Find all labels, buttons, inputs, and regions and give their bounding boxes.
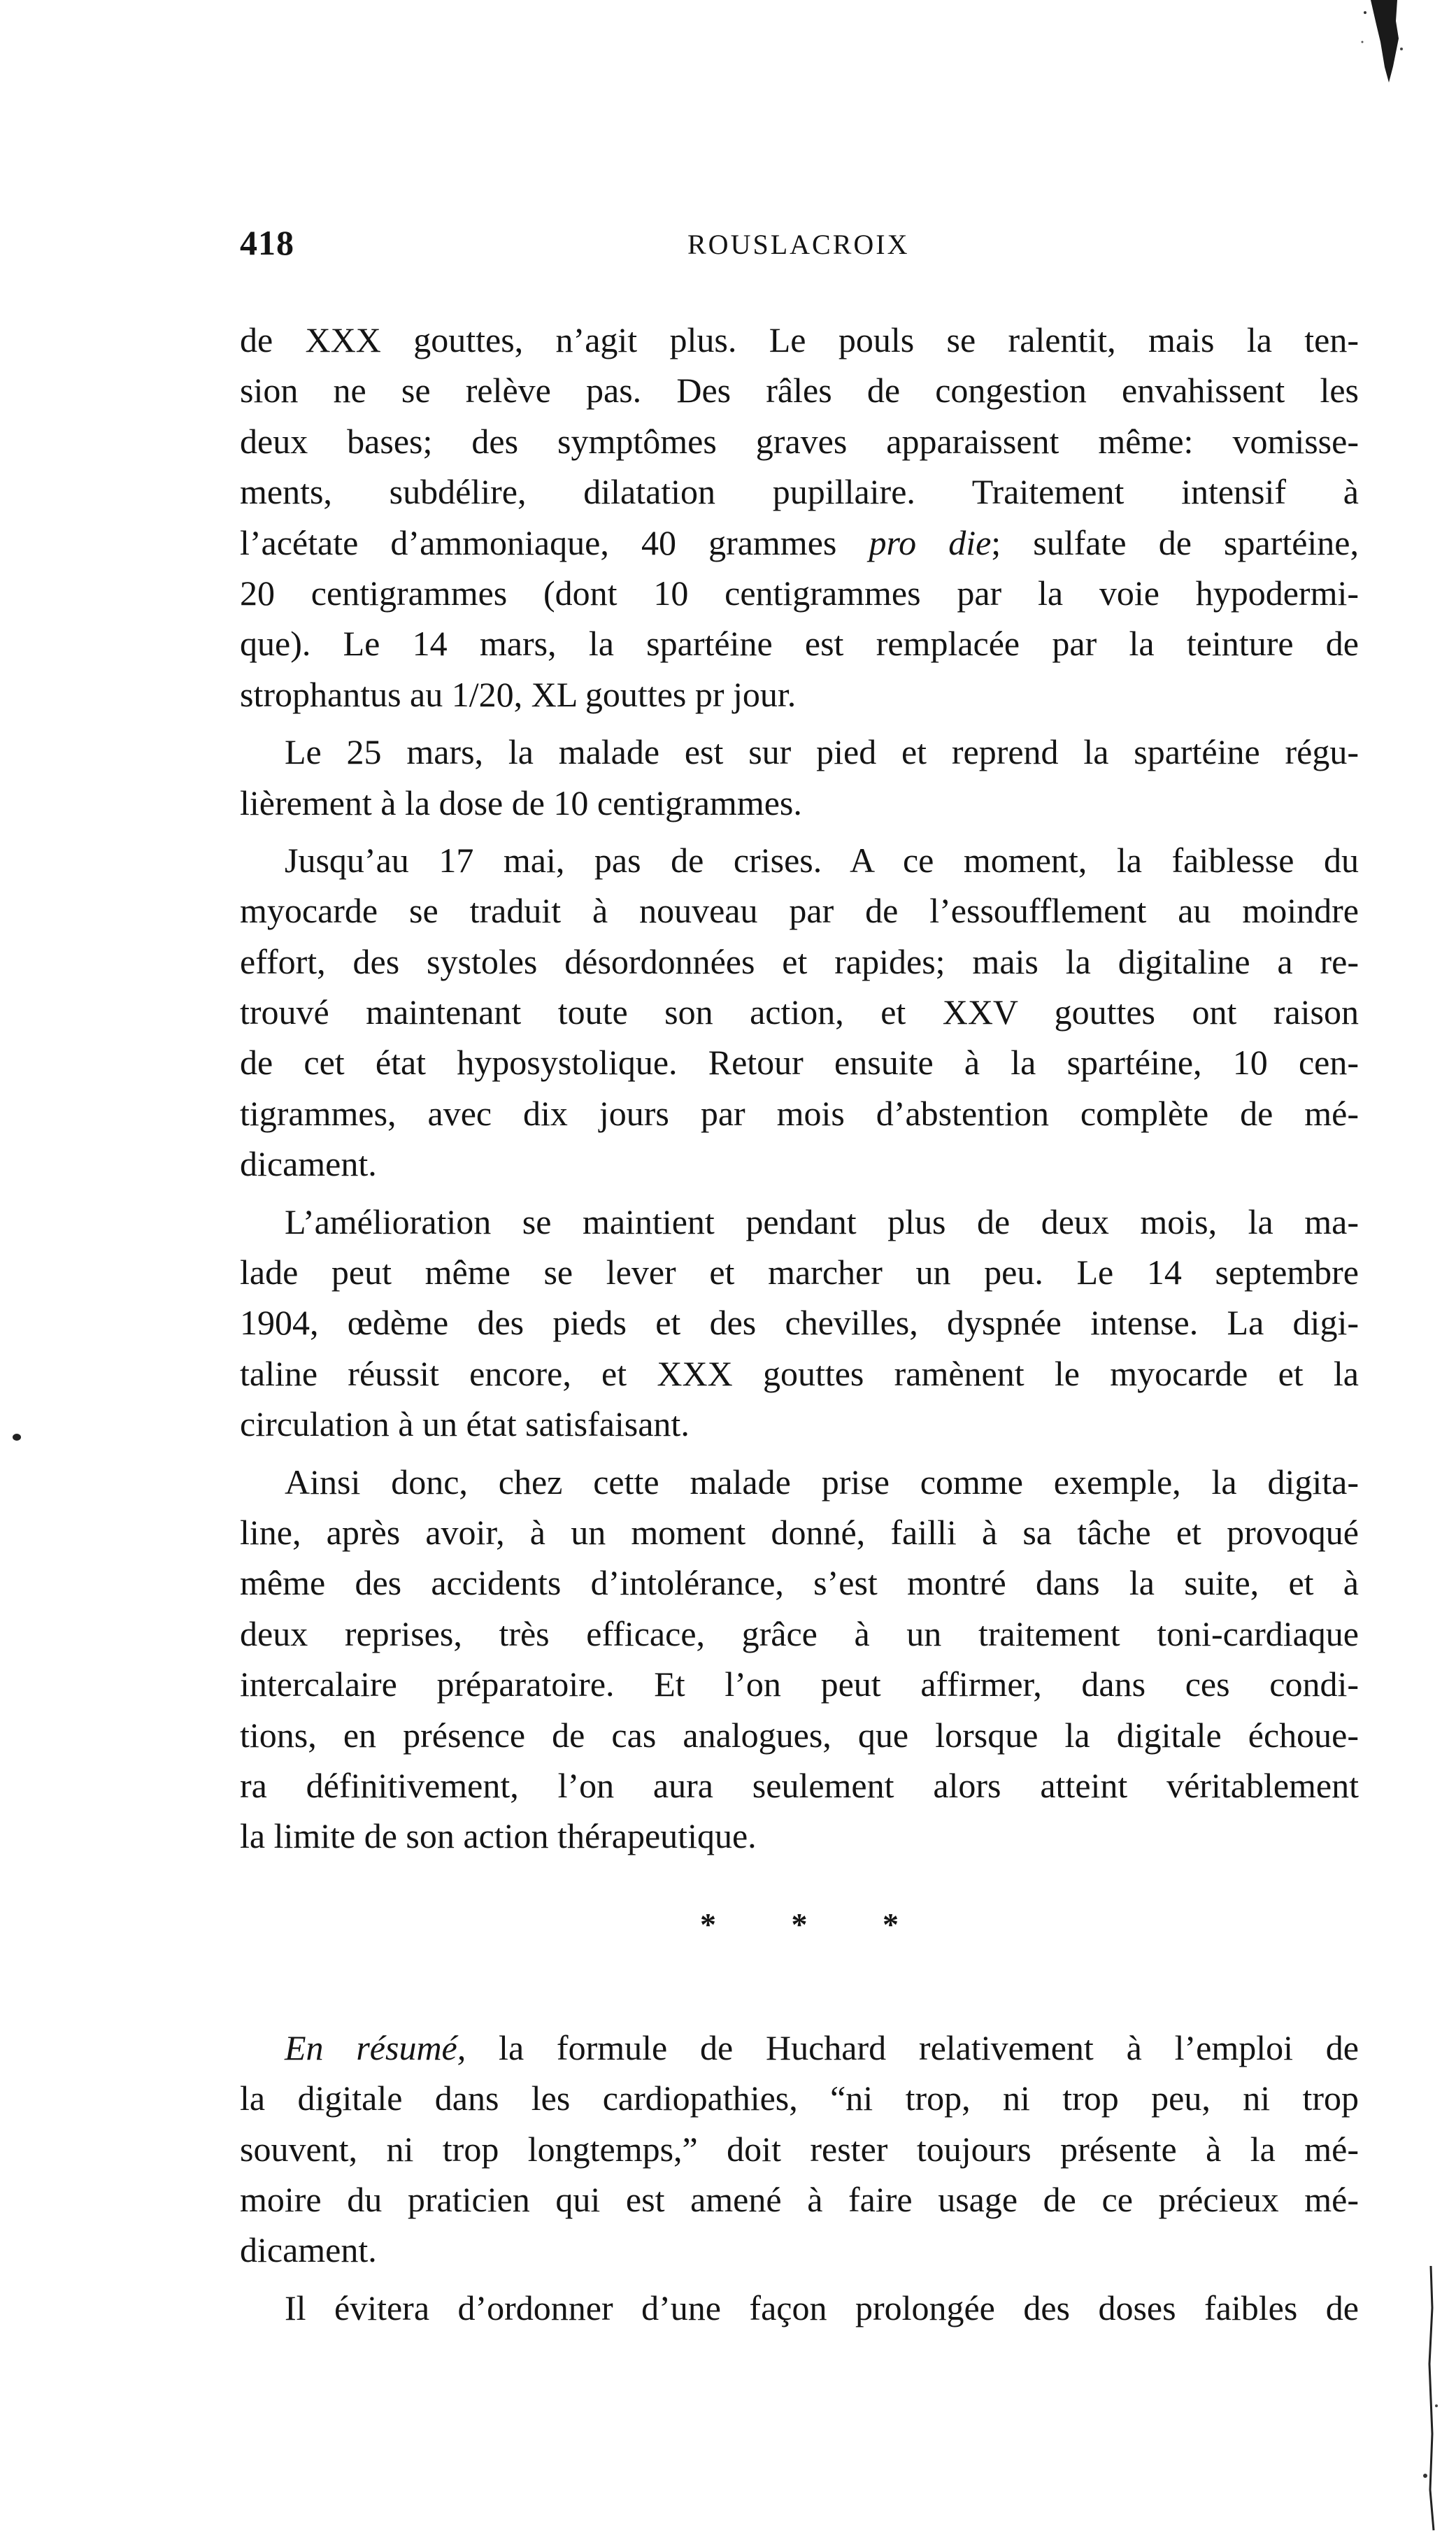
text-line: la limite de son action thérapeutique. xyxy=(240,1816,757,1856)
text-line: effort, des systoles désordonnées et rapides; mais la digitaline a re- xyxy=(240,941,1359,981)
text-line: ments, subdélire, dilatation pupillaire. Traitement intensif à xyxy=(240,472,1359,512)
text-line: 20 centigrammes (dont 10 centigrammes par la voie hypodermi- xyxy=(240,573,1359,613)
text-line: tigrammes, avec dix jours par mois d’abstention complète de mé- xyxy=(240,1093,1359,1133)
text-line: taline réussit encore, et XXX gouttes ramènent le myocarde et la xyxy=(240,1353,1359,1393)
summary-line: moire du praticien qui est amené à faire usage de ce précieux mé- xyxy=(240,2179,1359,2219)
text-line: L’amélioration se maintient pendant plus de deux mois, la ma- xyxy=(285,1202,1359,1241)
paragraph xyxy=(240,1457,1359,1862)
final-paragraph xyxy=(240,2283,1359,2333)
scan-artifact-top xyxy=(1357,0,1406,84)
text-line: trouvé maintenant toute son action, et XXV gouttes ont raison xyxy=(240,992,1359,1032)
text-line: 1904, œdème des pieds et des chevilles, dyspnée intense. La digi- xyxy=(240,1303,1359,1343)
scan-speck xyxy=(13,1434,21,1441)
text-line: tions, en présence de cas analogues, que lorsque la digitale échoue- xyxy=(240,1715,1359,1755)
paragraph xyxy=(240,315,1359,720)
spacer xyxy=(240,1988,1359,2023)
text-line: l’acétate d’ammoniaque, 40 grammes pro die; sulfate de spartéine, xyxy=(240,522,1359,562)
running-head xyxy=(240,222,1359,271)
text-line: lièrement à la dose de 10 centigrammes. xyxy=(240,783,802,822)
text-line: de cet état hyposystolique. Retour ensuite à la spartéine, 10 cen- xyxy=(240,1043,1359,1083)
text-line: sion ne se relève pas. Des râles de congestion envahissent les xyxy=(240,371,1359,411)
text-line: myocarde se traduit à nouveau par de l’essoufflement au moindre xyxy=(240,891,1359,931)
summary-first-line-rest: la formule de Huchard relativement à l’emploi de xyxy=(466,2027,1359,2067)
page-number: 418 xyxy=(240,223,294,262)
text-line: ra définitivement, l’on aura seulement alors atteint véritablement xyxy=(240,1765,1359,1805)
text-line: deux reprises, très efficace, grâce à un traitement toni-cardiaque xyxy=(240,1613,1359,1653)
final-line: Il évitera d’ordonner d’une façon prolongée des doses faibles de xyxy=(285,2288,1359,2327)
summary-line: la digitale dans les cardiopathies, “ni trop, ni trop peu, ni trop xyxy=(240,2079,1359,2118)
text-line: Le 25 mars, la malade est sur pied et reprend la spartéine régu- xyxy=(285,732,1359,772)
text-line: strophantus au 1/20, XL gouttes pr jour. xyxy=(240,674,797,714)
text-line: intercalaire préparatoire. Et l’on peut affirmer, dans ces condi- xyxy=(240,1664,1359,1704)
body-text xyxy=(240,315,1359,2340)
text-line: Ainsi donc, chez cette malade prise comme exemple, la digita- xyxy=(285,1462,1359,1502)
scan-artifact-side xyxy=(1420,2266,1441,2532)
text-line: même des accidents d’intolérance, s’est montré dans la suite, et à xyxy=(240,1563,1359,1603)
text-line: circulation à un état satisfaisant. xyxy=(240,1404,690,1444)
summary-paragraph xyxy=(240,2023,1359,2276)
text-line: lade peut même se lever et marcher un peu. Le 14 septembre xyxy=(240,1253,1359,1292)
text-line: de XXX gouttes, n’agit plus. Le pouls se ralentit, mais la ten- xyxy=(240,320,1359,359)
italic-phrase: pro die xyxy=(869,522,992,562)
summary-line: souvent, ni trop longtemps,” doit rester toujours présente à la mé- xyxy=(240,2129,1359,2169)
section-break-asterism: * * * xyxy=(700,1906,932,1942)
text-line: Jusqu’au 17 mai, pas de crises. A ce moment, la faiblesse du xyxy=(285,840,1359,880)
paragraph xyxy=(240,727,1359,828)
summary-line: dicament. xyxy=(240,2230,377,2270)
running-title: ROUSLACROIX xyxy=(687,229,910,260)
text-line: deux bases; des symptômes graves apparaissent même: vomisse- xyxy=(240,421,1359,461)
summary-line xyxy=(240,2023,1359,2073)
text-line: dicament. xyxy=(240,1144,377,1184)
paragraph xyxy=(240,1197,1359,1450)
paragraph xyxy=(240,835,1359,1190)
paragraph-list xyxy=(240,315,1359,1862)
text-line: que). Le 14 mars, la spartéine est remplacée par la teinture de xyxy=(240,624,1359,664)
text-line: line, après avoir, à un moment donné, failli à sa tâche et provoqué xyxy=(240,1512,1359,1552)
summary-lead: En résumé, xyxy=(285,2027,466,2067)
